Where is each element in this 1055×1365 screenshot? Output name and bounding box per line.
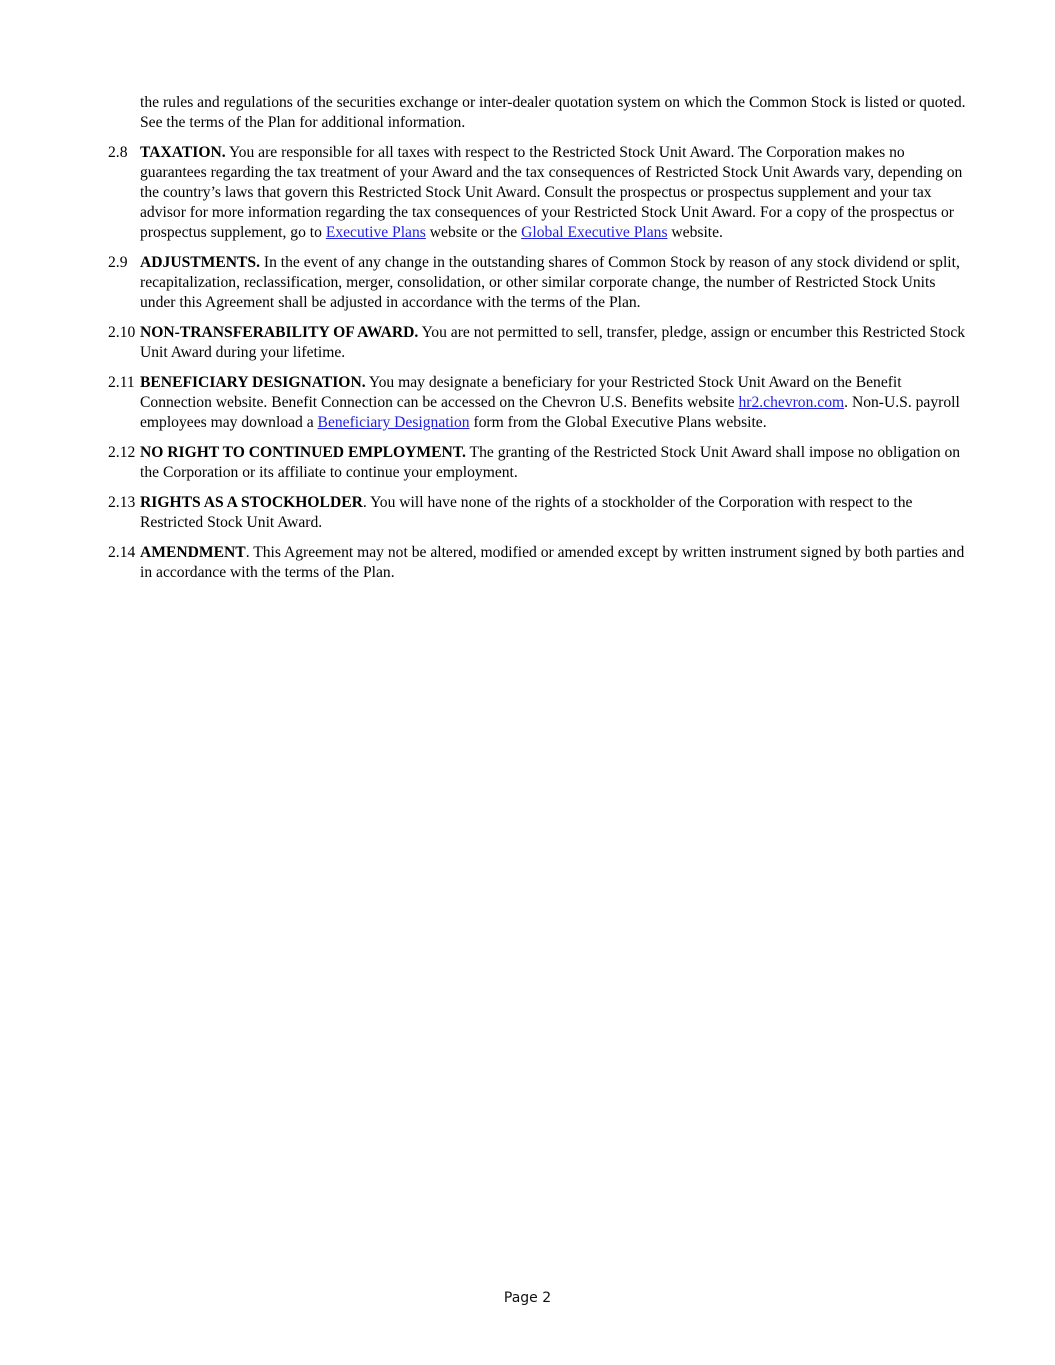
section-number: 2.13 xyxy=(108,494,136,511)
section-number: 2.9 xyxy=(108,254,128,271)
section-text: . You will have none of the rights of a stockholder of the Corporation with respect to the Restricted Stock Unit Award. xyxy=(140,494,913,531)
section-heading: RIGHTS AS A STOCKHOLDER xyxy=(140,494,363,511)
section-2-13-rights-as-stockholder xyxy=(108,493,968,533)
executive-plans-link[interactable]: Executive Plans xyxy=(325,224,426,241)
section-text: You are responsible for all taxes with respect to the Restricted Stock Unit Award. The Corporation makes no guarantees regarding the tax treatment of your Award and the tax consequences of Restricted Stock Unit Awards vary, depending on the country’s laws that govern this Restricted Stock Unit Award. Consult the prospectus or prospectus supplement and your tax advisor for more information regarding the tax consequences of your Restricted Stock Unit Award. For a copy of the prospectus or prospectus supplement, go to xyxy=(140,144,963,241)
section-text: You may designate a beneficiary for your Restricted Stock Unit Award on the Benefit Connection website. Benefit Connection can be accessed on the Chevron U.S. Benefits website xyxy=(140,374,902,411)
section-2-8-taxation xyxy=(108,143,968,243)
section-2-12-no-right-to-employment xyxy=(108,443,968,483)
section-text: . This Agreement may not be altered, modified or amended except by written instrument signed by both parties and in accordance with the terms of the Plan. xyxy=(140,544,965,581)
beneficiary-designation-link[interactable]: Beneficiary Designation xyxy=(317,414,470,431)
section-number: 2.10 xyxy=(108,324,136,341)
section-number: 2.14 xyxy=(108,544,136,561)
section-text: form from the Global Executive Plans website. xyxy=(469,414,767,431)
section-heading: NO RIGHT TO CONTINUED EMPLOYMENT. xyxy=(140,444,466,461)
section-heading: NON-TRANSFERABILITY OF AWARD. xyxy=(140,324,419,341)
section-2-10-non-transferability xyxy=(108,323,968,363)
page-number-footer: Page 2 xyxy=(503,1290,552,1306)
section-2-11-beneficiary-designation xyxy=(108,373,968,433)
section-text: . Non-U.S. payroll employees may download a xyxy=(140,394,960,431)
section-text: website or the xyxy=(425,224,522,241)
section-text: In the event of any change in the outstanding shares of Common Stock by reason of any stock dividend or split, recapitalization, reclassification, merger, consolidation, or other similar corporate change, the number of Restricted Stock Units under this Agreement shall be adjusted in accordance with the terms of the Plan. xyxy=(140,254,960,311)
section-2-9-adjustments xyxy=(108,253,968,313)
section-heading: ADJUSTMENTS. xyxy=(140,254,261,271)
section-text: The granting of the Restricted Stock Unit Award shall impose no obligation on the Corporation or its affiliate to continue your employment. xyxy=(140,444,961,481)
intro-paragraph: the rules and regulations of the securities exchange or inter-dealer quotation system on which the Common Stock is listed or quoted. See the terms of the Plan for additional information. xyxy=(140,94,966,131)
document-body xyxy=(108,93,968,593)
section-number: 2.11 xyxy=(108,374,135,391)
section-number: 2.8 xyxy=(108,144,128,161)
section-text: You are not permitted to sell, transfer, pledge, assign or encumber this Restricted Stock Unit Award during your lifetime. xyxy=(140,324,966,361)
section-heading: TAXATION. xyxy=(140,144,226,161)
section-heading: BENEFICIARY DESIGNATION. xyxy=(140,374,366,391)
section-text: website. xyxy=(667,224,723,241)
section-heading: AMENDMENT xyxy=(140,544,246,561)
hr2-chevron-link[interactable]: hr2.chevron.com xyxy=(738,394,845,411)
section-number: 2.12 xyxy=(108,444,136,461)
section-2-14-amendment xyxy=(108,543,968,583)
global-executive-plans-link[interactable]: Global Executive Plans xyxy=(521,224,668,241)
